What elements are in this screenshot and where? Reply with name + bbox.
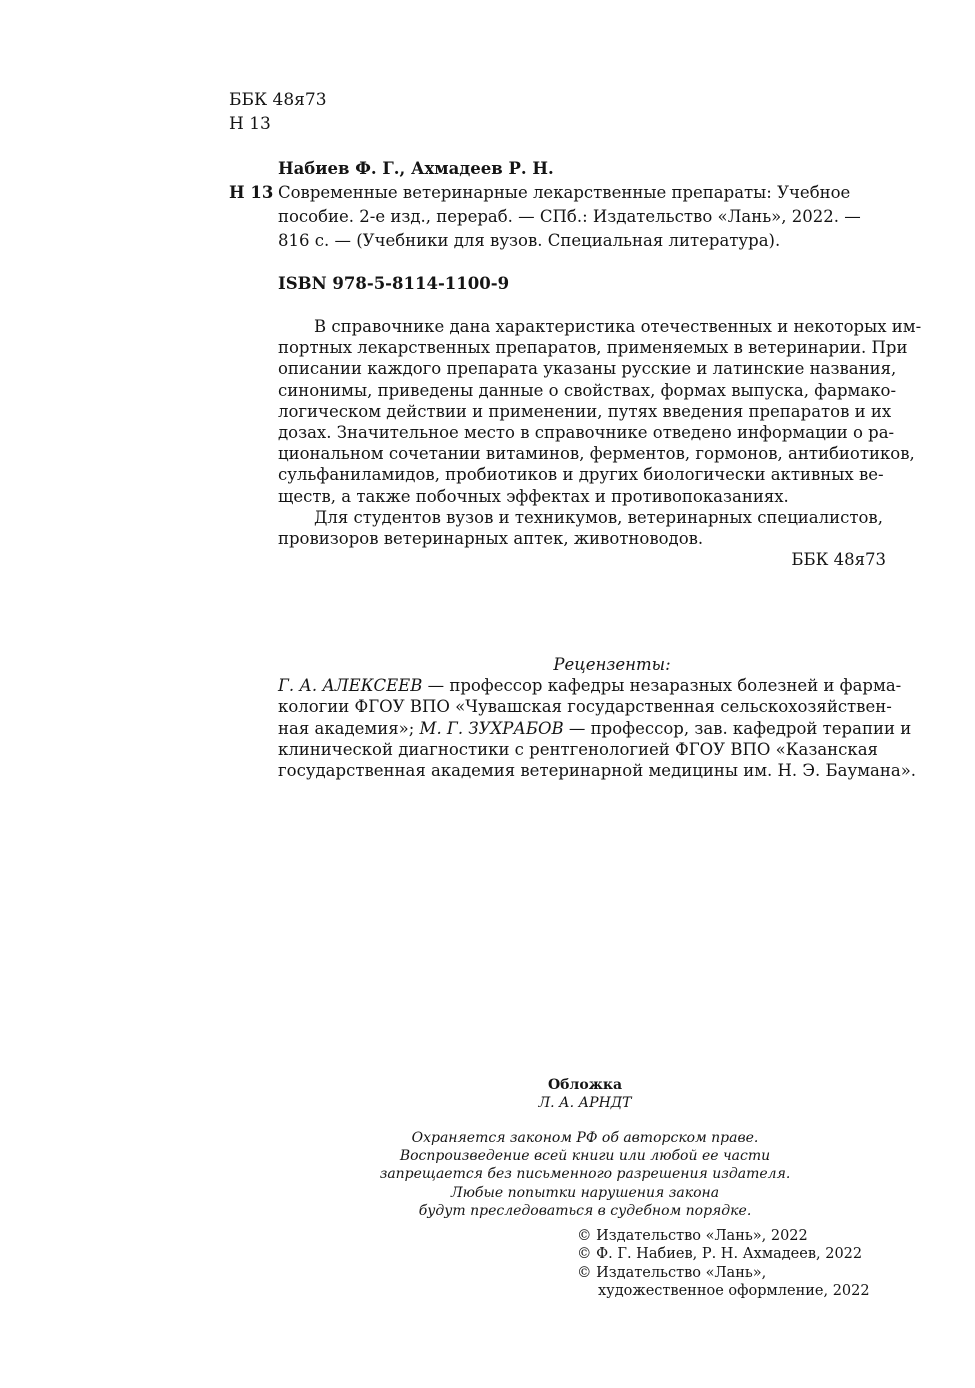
authors-heading: Набиев Ф. Г., Ахмадеев Р. Н. — [278, 159, 554, 178]
abstract-line: дозах. Значительное место в справочнике отведено информации о ра- — [278, 423, 895, 443]
reviewer-1-end: ная академия»; — [278, 718, 420, 738]
reviewer-line: клинической диагностики с рентгенологией ФГОУ ВПО «Казанская — [278, 739, 878, 759]
abstract-line: циональном сочетании витаминов, ферментов, гормонов, антибиотиков, — [278, 444, 915, 464]
cover-credit — [440, 1076, 730, 1112]
abstract-bbk: ББК 48я73 — [791, 550, 886, 570]
cover-designer: Л. А. АРНДТ — [538, 1095, 632, 1111]
audience-line: Для студентов вузов и техникумов, ветеринарных специалистов, — [314, 507, 883, 527]
entry-author-mark: Н 13 — [229, 183, 274, 202]
copyright-law-notice — [300, 1129, 870, 1220]
isbn: ISBN 978-5-8114-1100-9 — [278, 274, 510, 293]
bibliographic-description: Современные ветеринарные лекарственные препараты: Учебное пособие. 2-е изд., перераб. — СПб.: Издательство «Лань», 2022. — 816 с. — (Учебники для вузов. Специальная литература). — [278, 183, 861, 250]
reviewers-title: Рецензенты: — [553, 655, 671, 674]
copyright-line: художественное оформление, 2022 — [598, 1282, 870, 1299]
abstract-line: В справочнике дана характеристика отечественных и некоторых им- — [314, 317, 922, 336]
copyright-block — [577, 1227, 870, 1300]
law-line: Охраняется законом РФ об авторском праве. — [411, 1130, 759, 1146]
abstract-line: ществ, а также побочных эффектах и противопоказаниях. — [278, 486, 789, 506]
law-line: Воспроизведение всей книги или любой ее части — [399, 1148, 771, 1165]
reviewer-1-name: Г. А. АЛЕКСЕЕВ — [278, 676, 423, 696]
reviewer-2-text: — профессор, зав. кафедрой терапии и — [563, 718, 912, 738]
bbk-code: ББК 48я73 — [229, 90, 327, 110]
reviewer-line — [278, 718, 912, 739]
audience-line: провизоров ветеринарных аптек, животноводов. — [278, 529, 704, 549]
reviewer-1-text: — профессор кафедры незаразных болезней и фарма- — [422, 676, 902, 696]
copyright-line: © Ф. Г. Набиев, Р. Н. Ахмадеев, 2022 — [577, 1246, 863, 1263]
abstract-line: портных лекарственных препаратов, применяемых в ветеринарии. При — [278, 338, 908, 358]
reviewer-line: государственная академия ветеринарной медицины им. Н. Э. Баумана». — [278, 761, 917, 781]
law-line: запрещается без письменного разрешения издателя. — [379, 1166, 791, 1183]
abstract-line: синонимы, приведены данные о свойствах, формах выпуска, фармако- — [278, 380, 897, 400]
author-mark-code: Н 13 — [229, 114, 271, 134]
abstract — [278, 316, 922, 570]
copyright-line: © Издательство «Лань», 2022 — [577, 1228, 808, 1244]
cover-label: Обложка — [547, 1077, 623, 1093]
reviewer-line: кологии ФГОУ ВПО «Чувашская государственная сельскохозяйствен- — [278, 697, 892, 717]
copyright-line: © Издательство «Лань», — [577, 1264, 767, 1281]
reviewer-2-name: М. Г. ЗУХРАБОВ — [419, 718, 564, 738]
reviewer-line — [278, 675, 902, 696]
abstract-line: описании каждого препарата указаны русские и латинские названия, — [278, 359, 897, 379]
law-line: Любые попытки нарушения закона — [450, 1184, 720, 1201]
classifier-block — [229, 88, 327, 136]
reviewers-block — [278, 654, 917, 781]
abstract-line: сульфаниламидов, пробиотиков и других биологически активных ве- — [278, 465, 884, 485]
abstract-line: логическом действии и применении, путях введения препаратов и их — [278, 401, 892, 421]
law-line: будут преследоваться в судебном порядке. — [418, 1202, 752, 1219]
